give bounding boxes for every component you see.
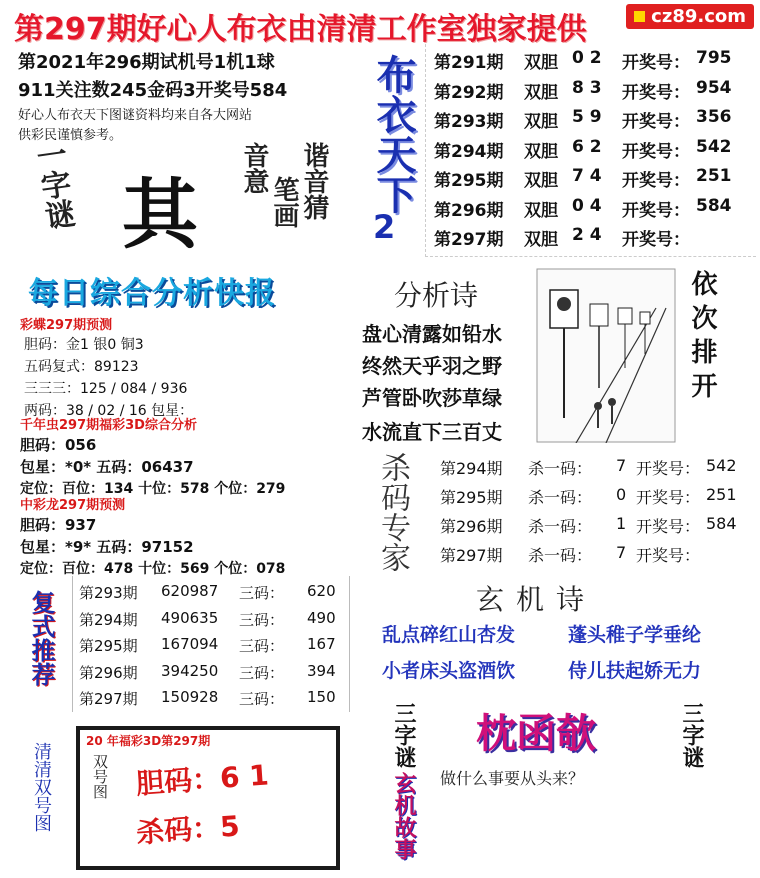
kill-result: 251 — [706, 485, 737, 504]
top-table-label: 双胆 — [524, 112, 558, 132]
sec1-line-4: 两码：38 / 02 / 16 包星： — [24, 403, 194, 419]
top-table-period: 第291期 — [434, 53, 504, 73]
one-char-puzzle — [14, 137, 344, 262]
top-table-period: 第292期 — [434, 82, 504, 103]
sanzimi-right: 三字谜 — [679, 702, 704, 768]
sha-row — [135, 804, 241, 851]
kill-label: 杀一码： — [528, 517, 593, 536]
fushi-three: 394 — [307, 661, 336, 680]
fushi-period: 第293期 — [79, 584, 138, 602]
signboard-illustration — [536, 268, 676, 443]
brand-block — [355, 50, 421, 250]
top-table-nums: 7 4 — [572, 166, 602, 186]
fushi-label: 三码： — [239, 584, 285, 602]
page-title: 第297期好心人布衣由清清工作室独家提供 — [14, 12, 587, 47]
xuanji-line-3: 小者床头盗酒饮 — [382, 660, 516, 682]
kill-num: 7 — [616, 456, 627, 475]
kill-kj: 开奖号： — [636, 488, 701, 507]
puzzle-hint-2: 笔画 — [269, 176, 299, 228]
sec3-title: 中彩龙297期预测 — [20, 498, 126, 513]
top-table-kj: 开奖号： — [622, 171, 690, 191]
puzzle-label: 一字谜 — [28, 137, 77, 232]
top-table-result: 542 — [696, 136, 732, 157]
top-table-label: 双胆 — [524, 171, 558, 191]
poem-title: 分析诗 — [394, 279, 479, 312]
brand-text: 布衣天下 — [370, 54, 416, 214]
top-table-nums: 8 3 — [572, 77, 602, 98]
top-table-kj: 开奖号： — [622, 112, 690, 132]
watermark-text: cz89.com — [651, 6, 746, 27]
shuanghao-panel — [76, 726, 340, 870]
daily-analysis — [16, 312, 346, 577]
sec2-line-2: 包星：*0* 五码：06437 — [20, 458, 194, 476]
kill-kj: 开奖号： — [636, 459, 701, 478]
poem-line-3: 芦管卧吹莎草绿 — [362, 386, 502, 410]
kill-kj: 开奖号： — [636, 546, 701, 565]
kill-label: 杀一码： — [528, 459, 593, 478]
sec1-line-1: 胆码：金1 银0 铜3 — [24, 337, 144, 353]
fushi-label: 三码： — [239, 637, 285, 655]
riddle-question: 做什么事要从头来？ — [440, 769, 585, 788]
kill-section — [360, 448, 755, 576]
poem-line-2: 终然天乎羽之野 — [362, 354, 502, 378]
shuanghao-caption: 20 年福彩3D第297期 — [86, 734, 211, 748]
shuanghao-side: 双号图 — [91, 754, 109, 799]
xuanji-title: 玄机诗 — [476, 583, 597, 616]
kill-result: 542 — [706, 456, 737, 475]
dan-row — [135, 753, 270, 802]
top-table-nums: 6 2 — [572, 136, 602, 157]
top-table-label: 双胆 — [524, 230, 558, 250]
top-table-result: 954 — [696, 77, 732, 98]
site-watermark[interactable] — [626, 4, 754, 29]
kill-num: 0 — [616, 485, 627, 504]
kill-period: 第296期 — [440, 517, 503, 536]
sec2-line-1: 胆码：056 — [20, 436, 97, 454]
top-table-kj: 开奖号： — [622, 53, 690, 73]
sec3-line-1: 胆码：937 — [20, 516, 97, 534]
top-table-nums: 2 4 — [572, 225, 602, 245]
intro-line-1: 第2021年296期试机号1机1球 — [18, 52, 275, 73]
sanzimi-left: 三字谜 — [391, 702, 416, 768]
xuanji-line-4: 侍儿扶起娇无力 — [568, 660, 702, 682]
xuanji-line-2: 蓬头稚子学垂纶 — [568, 624, 702, 646]
fushi-period: 第297期 — [79, 690, 138, 708]
sec3-line-3: 定位：百位：478 十位：569 个位：078 — [20, 561, 286, 577]
sha-value: 5 — [218, 809, 241, 844]
poem-line-1: 盘心清露如铅水 — [362, 322, 502, 346]
logo-square-icon — [634, 11, 645, 22]
kill-result: 584 — [706, 514, 737, 533]
kill-num: 7 — [616, 543, 627, 562]
fushi-label: 三码： — [239, 690, 285, 708]
xuanji-poem — [370, 578, 755, 688]
daily-banner: 每日综合分析快报 — [28, 276, 276, 311]
kill-label: 杀一码： — [528, 488, 593, 507]
top-table-label: 双胆 — [524, 141, 558, 162]
sec1-title: 彩蝶297期预测 — [20, 318, 113, 333]
sec1-line-2: 五码复式：89123 — [24, 359, 139, 375]
fushi-three: 167 — [307, 635, 336, 653]
sec2-title: 千年虫297期福彩3D综合分析 — [20, 418, 197, 433]
top-table-result: 251 — [696, 166, 732, 186]
top-table-kj: 开奖号： — [622, 230, 690, 250]
story-label: 玄机故事 — [391, 772, 416, 860]
order-label: 依次排开 — [687, 270, 717, 406]
fushi-three: 490 — [307, 608, 336, 627]
sec3-line-2: 包星：*9* 五码：97152 — [20, 538, 194, 556]
kill-period: 第294期 — [440, 459, 503, 478]
top-table-period: 第295期 — [434, 171, 504, 191]
top-table-period: 第293期 — [434, 112, 504, 132]
fushi-code: 167094 — [161, 635, 219, 653]
analysis-poem — [358, 268, 536, 450]
top-table-result: 356 — [696, 107, 732, 127]
fushi-label: 三码： — [239, 610, 285, 629]
kill-num: 1 — [616, 514, 627, 533]
top-table-kj: 开奖号： — [622, 141, 690, 162]
fushi-label: 复式推荐 — [27, 590, 55, 686]
fushi-period: 第295期 — [79, 637, 138, 655]
top-table-kj: 开奖号： — [622, 82, 690, 103]
brand-number: 2 — [373, 208, 396, 246]
kill-period: 第295期 — [440, 488, 503, 507]
fushi-period: 第294期 — [79, 610, 138, 629]
signboard-drawing — [536, 268, 676, 443]
top-table-period: 第297期 — [434, 230, 504, 250]
riddle-answer: 枕函欹 — [476, 711, 596, 757]
kill-period: 第297期 — [440, 546, 503, 565]
puzzle-hint-1: 谐音猜 — [299, 142, 329, 220]
fushi-period: 第296期 — [79, 663, 138, 682]
top-table-result: 795 — [696, 48, 732, 68]
sec1-line-3: 三三三：125 / 084 / 936 — [24, 381, 188, 397]
fushi-three: 150 — [307, 688, 336, 706]
sec2-line-3: 定位：百位：134 十位：578 个位：279 — [20, 481, 286, 497]
kill-label: 杀一码： — [528, 546, 593, 565]
fushi-label: 三码： — [239, 663, 285, 682]
xuanji-line-1: 乱点碎红山杏发 — [382, 624, 516, 646]
top-table-nums: 0 4 — [572, 195, 602, 216]
top-table-label: 双胆 — [524, 82, 558, 103]
top-table — [425, 44, 756, 257]
intro-line-3: 好心人布衣天下图谜资料均来自各大网站 — [18, 108, 253, 123]
top-table-nums: 0 2 — [572, 48, 602, 68]
top-table-label: 双胆 — [524, 200, 558, 221]
bottom-riddle — [380, 692, 755, 868]
fushi-code: 490635 — [161, 608, 219, 627]
fushi-code: 150928 — [161, 688, 219, 706]
intro-line-2: 911关注数245金码3开奖号584 — [18, 80, 288, 101]
fushi-code: 394250 — [161, 661, 219, 680]
puzzle-answer: 其 — [122, 170, 198, 259]
poem-line-4: 水流直下三百丈 — [362, 420, 502, 444]
dan-label: 胆码： — [135, 761, 222, 801]
puzzle-hint-3: 音意 — [239, 142, 269, 194]
intro-line-4: 供彩民谨慎参考。 — [18, 128, 123, 143]
dan-value: 6 1 — [218, 758, 270, 795]
fushi-section — [10, 576, 350, 716]
fushi-three: 620 — [307, 582, 336, 600]
fushi-code: 620987 — [161, 582, 219, 600]
shuanghao-side-label: 清清双号图 — [31, 742, 52, 832]
top-table-label: 双胆 — [524, 53, 558, 73]
kill-kj: 开奖号： — [636, 517, 701, 536]
top-table-kj: 开奖号： — [622, 200, 690, 221]
fushi-table — [72, 576, 350, 712]
top-table-result: 584 — [696, 195, 732, 216]
top-table-nums: 5 9 — [572, 107, 602, 127]
sha-label: 杀码： — [135, 810, 222, 850]
intro-block — [10, 44, 355, 144]
top-table-period: 第296期 — [434, 200, 504, 221]
top-table-period: 第294期 — [434, 141, 504, 162]
kill-label: 杀码专家 — [375, 452, 410, 572]
